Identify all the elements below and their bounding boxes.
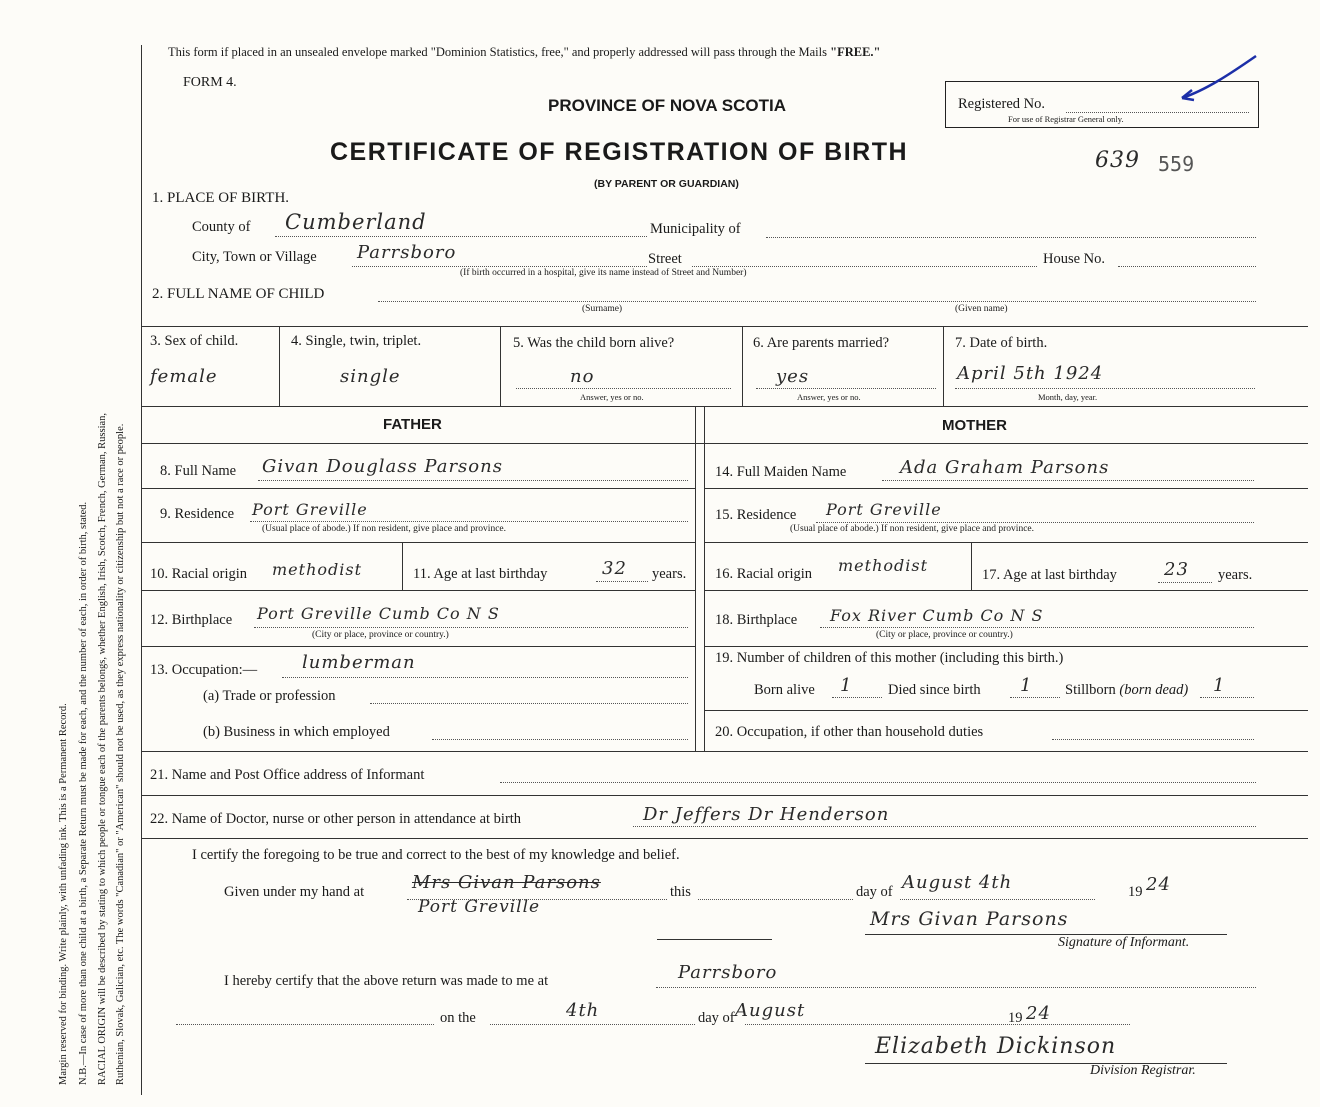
sex-label: 3. Sex of child. — [150, 333, 239, 349]
county-line — [275, 236, 647, 237]
hospital-note: (If birth occurred in a hospital, give its name instead of Street and Number) — [460, 268, 747, 278]
stillborn-label: Stillborn (born dead) — [1065, 682, 1189, 698]
certificate-title: CERTIFICATE OF REGISTRATION OF BIRTH — [330, 138, 909, 166]
born-alive-count-value: 1 — [840, 675, 853, 696]
given-under-hand-label: Given under my hand at — [224, 884, 365, 900]
father-residence-caption: (Usual place of abode.) If non resident, give place and province. — [262, 524, 506, 534]
born-alive-line — [516, 388, 731, 389]
given-this-line — [698, 899, 853, 900]
father-name-label: 8. Full Name — [160, 463, 237, 479]
county-value: Cumberland — [285, 210, 427, 234]
mother-row-border — [704, 590, 1308, 591]
father-occupation-label: 13. Occupation:— — [150, 662, 258, 678]
stamp-number-printed: 559 — [1158, 152, 1195, 176]
city-label: City, Town or Village — [192, 249, 317, 265]
father-birthplace-caption: (City or place, province or country.) — [312, 630, 449, 640]
born-alive-value: no — [570, 366, 595, 387]
registrar-signature: Elizabeth Dickinson — [875, 1034, 1117, 1059]
father-racial-value: methodist — [272, 560, 363, 579]
dob-value: April 5th 1924 — [957, 363, 1104, 384]
city-line — [352, 266, 647, 267]
registered-no-line — [1066, 112, 1249, 113]
doctor-value: Dr Jeffers Dr Henderson — [643, 804, 890, 825]
mother-row-border — [704, 710, 1308, 711]
father-name-line — [258, 480, 688, 481]
born-alive-caption: Answer, yes or no. — [580, 392, 644, 402]
informant-label: 21. Name and Post Office address of Informant — [150, 767, 425, 783]
doctor-line — [633, 826, 1256, 827]
registrar-year-prefix: 19 — [1008, 1010, 1023, 1026]
mother-racial-label: 16. Racial origin — [715, 566, 813, 582]
given-this-label: this — [670, 884, 691, 900]
binding-margin-line — [141, 45, 142, 1095]
mother-age-unit: years. — [1218, 567, 1253, 583]
father-age-value: 32 — [602, 558, 627, 579]
month-value: August — [735, 1000, 806, 1021]
signature-short-line — [657, 939, 772, 940]
mail-notice: This form if placed in an unsealed envelope marked "Dominion Statistics, free," and properly addressed will pass through the Mails "FREE." — [168, 45, 881, 59]
mother-occupation-line — [1052, 739, 1254, 740]
margin-text-3: RACIAL ORIGIN will be described by stating to which people or tongue each of the parents belongs, whether English, Irish, Scotch, French, German, Russian, — [97, 412, 108, 1085]
informant-line — [500, 782, 1256, 783]
mother-birthplace-value: Fox River Cumb Co N S — [830, 606, 1044, 625]
dob-line — [955, 388, 1255, 389]
father-racial-divider — [402, 542, 403, 590]
mother-birthplace-line — [820, 627, 1254, 628]
doctor-bottom-border — [141, 838, 1308, 839]
registrar-caption: Division Registrar. — [1090, 1063, 1196, 1078]
surname-caption: (Surname) — [582, 304, 623, 314]
born-alive-label: 5. Was the child born alive? — [513, 335, 675, 351]
county-label: County of — [192, 219, 251, 235]
died-since-birth-value: 1 — [1020, 675, 1033, 696]
father-trade-label: (a) Trade or profession — [203, 688, 336, 704]
given-name-caption: (Given name) — [955, 304, 1008, 314]
box-divider — [500, 326, 501, 406]
mother-age-line — [1158, 582, 1212, 583]
sex-value: female — [150, 366, 218, 387]
on-the-value: 4th — [566, 1000, 600, 1021]
father-residence-value: Port Greville — [252, 500, 368, 519]
informant-signature: Mrs Givan Parsons — [870, 908, 1069, 930]
row-3-top-border — [141, 326, 1308, 327]
plurality-label: 4. Single, twin, triplet. — [291, 333, 422, 349]
father-residence-label: 9. Residence — [160, 506, 235, 522]
mother-children-label: 19. Number of children of this mother (including this birth.) — [715, 650, 1064, 666]
given-struck-name: Mrs Givan Parsons — [412, 872, 601, 893]
certify-statement: I certify the foregoing to be true and correct to the best of my knowledge and belief. — [192, 847, 680, 863]
box-divider — [943, 326, 944, 406]
father-business-line — [432, 739, 688, 740]
died-since-birth-line — [1010, 697, 1060, 698]
father-age-line — [596, 581, 648, 582]
plurality-value: single — [340, 366, 401, 387]
form-number: FORM 4. — [183, 75, 237, 90]
parents-top-border — [141, 406, 1308, 407]
box-divider — [279, 326, 280, 406]
father-occupation-line — [282, 677, 688, 678]
mother-row-border — [704, 488, 1308, 489]
child-name-line — [378, 301, 1256, 302]
mother-racial-divider — [971, 542, 972, 590]
died-since-birth-label: Died since birth — [888, 682, 981, 698]
mother-name-label: 14. Full Maiden Name — [715, 464, 847, 480]
father-row-border — [141, 590, 695, 591]
house-no-line — [1118, 266, 1256, 267]
margin-text-1: Margin reserved for binding. Write plainly, with unfading ink. This is a Permanent Record. — [58, 703, 69, 1085]
mother-residence-line — [816, 522, 1254, 523]
given-day-value: August 4th — [902, 872, 1013, 893]
stillborn-line — [1200, 697, 1254, 698]
registrar-use-note: For use of Registrar General only. — [1008, 114, 1124, 124]
province-title: PROVINCE OF NOVA SCOTIA — [548, 96, 787, 115]
registrar-statement: I hereby certify that the above return was made to me at — [224, 973, 549, 989]
father-birthplace-line — [254, 627, 688, 628]
parents-married-caption: Answer, yes or no. — [797, 392, 861, 402]
father-business-label: (b) Business in which employed — [203, 724, 390, 740]
certificate-subtitle: (BY PARENT OR GUARDIAN) — [594, 178, 739, 190]
registrar-place-line — [656, 987, 1256, 988]
mother-age-value: 23 — [1164, 559, 1189, 580]
given-place-value: Port Greville — [418, 897, 541, 917]
registered-no-label: Registered No. — [958, 96, 1045, 112]
mother-name-line — [882, 480, 1254, 481]
mother-birthplace-caption: (City or place, province or country.) — [876, 630, 1013, 640]
father-trade-line — [370, 703, 688, 704]
father-name-value: Givan Douglass Parsons — [262, 456, 503, 477]
father-row-border — [141, 542, 695, 543]
blue-check-mark — [1170, 52, 1260, 107]
informant-signature-caption: Signature of Informant. — [1058, 935, 1190, 950]
parents-married-value: yes — [776, 366, 810, 387]
house-no-label: House No. — [1043, 251, 1106, 267]
father-residence-line — [250, 521, 688, 522]
father-row-border — [141, 488, 695, 489]
registrar-place-value: Parrsboro — [678, 962, 778, 983]
stamp-number-handwritten: 639 — [1095, 148, 1140, 173]
box-divider — [742, 326, 743, 406]
child-name-label: 2. FULL NAME OF CHILD — [152, 286, 325, 302]
mother-racial-value: methodist — [838, 556, 929, 575]
mother-name-value: Ada Graham Parsons — [900, 457, 1110, 478]
municipality-label: Municipality of — [650, 221, 741, 237]
mother-residence-label: 15. Residence — [715, 507, 797, 523]
father-row-border — [141, 646, 695, 647]
parents-header-border — [141, 443, 1308, 444]
mother-age-label: 17. Age at last birthday — [982, 567, 1117, 583]
mother-residence-value: Port Greville — [826, 500, 942, 519]
stillborn-value: 1 — [1213, 675, 1226, 696]
father-age-label: 11. Age at last birthday — [413, 566, 548, 582]
father-racial-label: 10. Racial origin — [150, 566, 248, 582]
month-line — [745, 1024, 1130, 1025]
given-day-label: day of — [856, 884, 893, 900]
city-value: Parrsboro — [357, 242, 457, 263]
place-of-birth-label: 1. PLACE OF BIRTH. — [152, 190, 290, 206]
father-occupation-value: lumberman — [302, 652, 416, 673]
mother-occupation-label: 20. Occupation, if other than household duties — [715, 724, 984, 740]
given-year-prefix: 19 — [1128, 884, 1143, 900]
margin-text-4: Ruthenian, Slovak, Galician, etc. The words "Canadian" or "American" should not be used, as they express nationality or citizenship but not a race or people. — [115, 423, 126, 1085]
parents-divider — [695, 406, 696, 751]
street-label: Street — [648, 251, 682, 267]
mother-birthplace-label: 18. Birthplace — [715, 612, 798, 628]
father-birthplace-value: Port Greville Cumb Co N S — [257, 604, 500, 623]
month-label: day of — [698, 1010, 735, 1026]
registrar-lead-line — [176, 1024, 434, 1025]
father-heading: FATHER — [383, 416, 442, 433]
registrar-year-value: 24 — [1026, 1003, 1051, 1024]
informant-top-border — [141, 751, 1308, 752]
born-alive-count-label: Born alive — [754, 682, 815, 698]
mother-residence-caption: (Usual place of abode.) If non resident, give place and province. — [790, 524, 1034, 534]
father-age-unit: years. — [652, 566, 687, 582]
on-the-line — [490, 1024, 695, 1025]
on-the-label: on the — [440, 1010, 476, 1026]
municipality-line — [766, 237, 1256, 238]
parents-married-label: 6. Are parents married? — [753, 335, 890, 351]
doctor-label: 22. Name of Doctor, nurse or other person in attendance at birth — [150, 811, 522, 827]
parents-married-line — [756, 388, 936, 389]
street-line — [692, 266, 1037, 267]
mother-row-border — [704, 542, 1308, 543]
doctor-top-border — [141, 795, 1308, 796]
dob-caption: Month, day, year. — [1038, 392, 1098, 402]
mother-row-border — [704, 646, 1308, 647]
father-birthplace-label: 12. Birthplace — [150, 612, 233, 628]
born-alive-count-line — [832, 697, 882, 698]
dob-label: 7. Date of birth. — [955, 335, 1048, 351]
margin-text-2: N.B.—In case of more than one child at a birth, a Separate Return must be made for each, and the number of each, in order of birth, stated. — [78, 501, 89, 1085]
given-year-value: 24 — [1146, 874, 1171, 895]
mother-heading: MOTHER — [942, 417, 1007, 434]
parents-divider-2 — [704, 406, 705, 751]
given-day-line — [900, 899, 1095, 900]
